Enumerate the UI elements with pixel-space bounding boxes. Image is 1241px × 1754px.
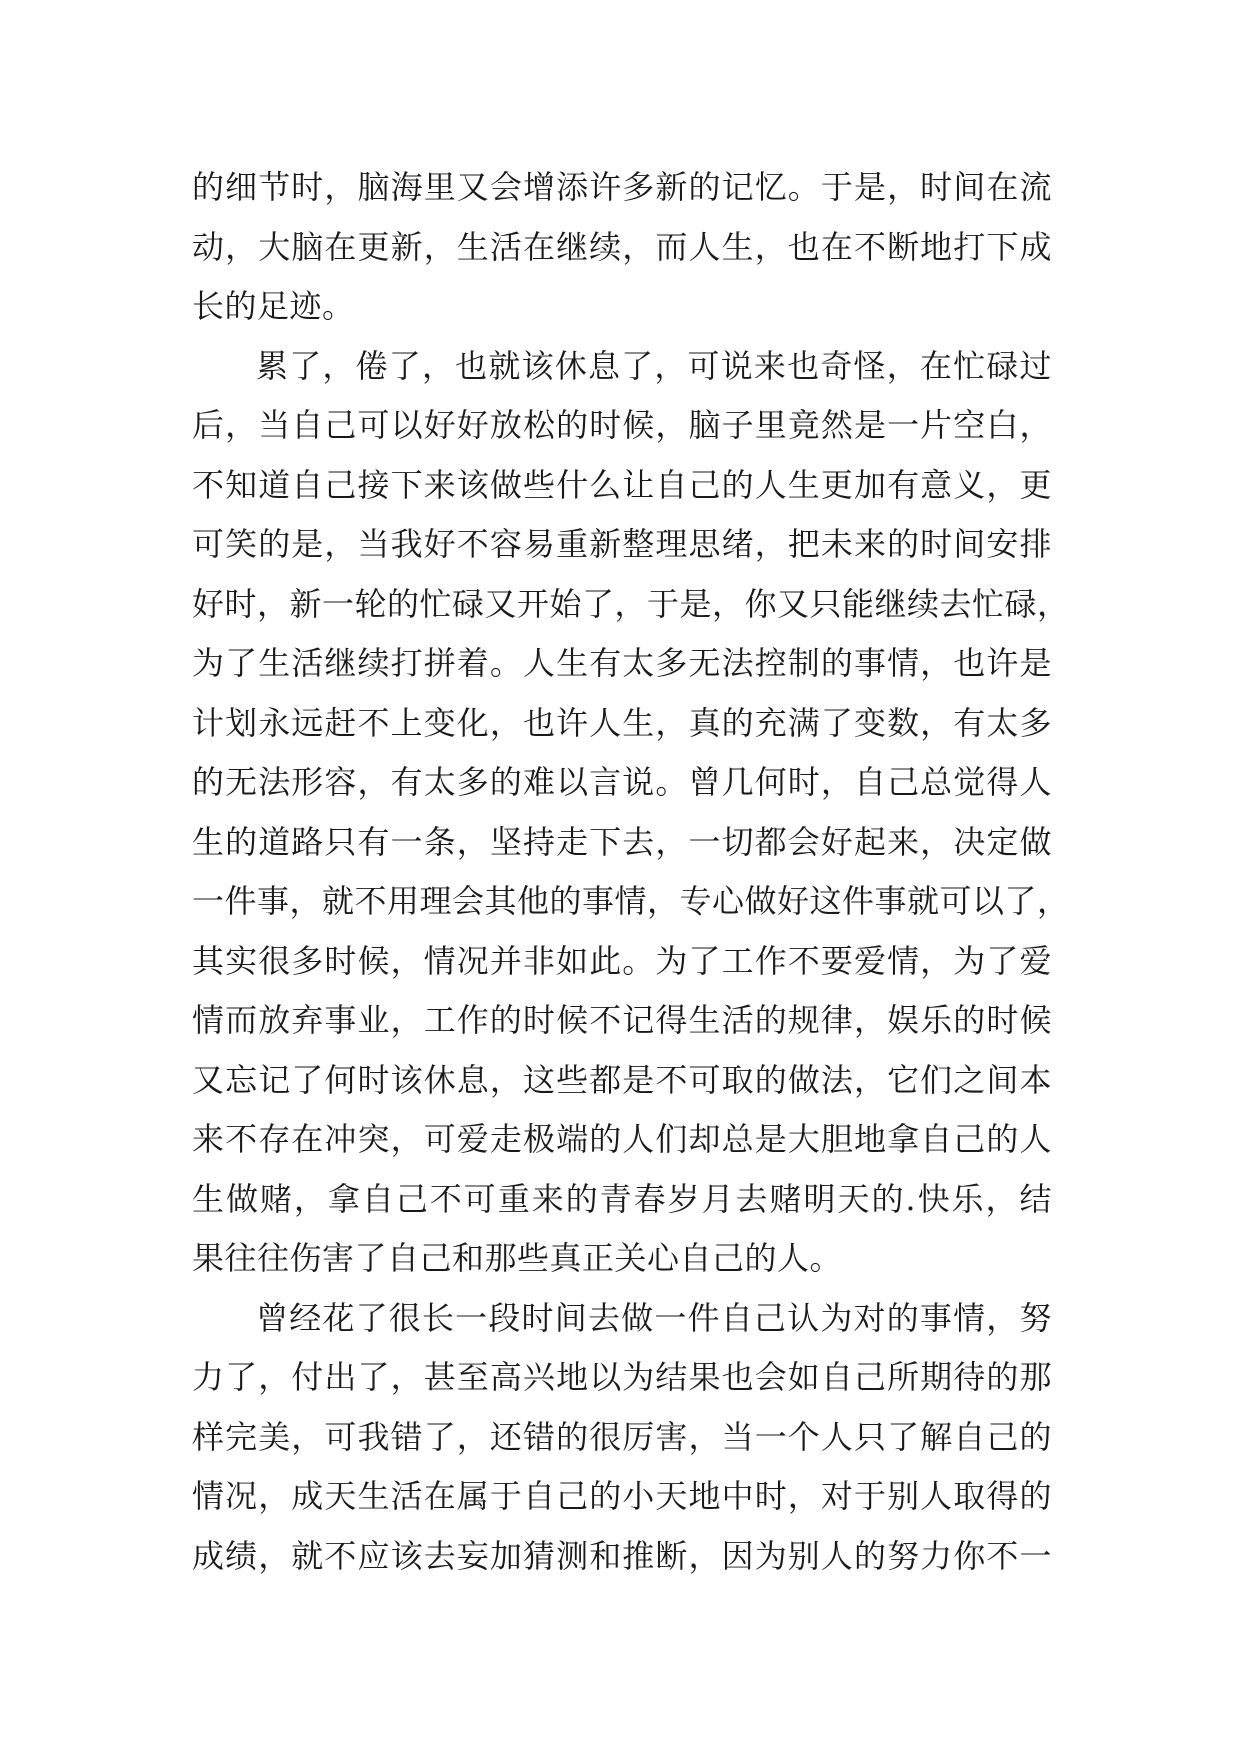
text-line: 情而放弃事业，工作的时候不记得生活的规律，娱乐的时候 — [192, 1001, 1052, 1039]
text-line: 力了，付出了，甚至高兴地以为结果也会如自己所期待的那 — [192, 1358, 1052, 1396]
text-line: 生的道路只有一条，坚持走下去，一切都会好起来，决定做 — [192, 822, 1052, 861]
text-line: 样完美，可我错了，还错的很厉害，当一个人只了解自己的 — [192, 1417, 1052, 1456]
body-text — [192, 158, 1070, 1586]
text-line: 计划永远赶不上变化，也许人生，真的充满了变数，有太多 — [192, 703, 1052, 742]
text-line: 累了，倦了，也就该休息了，可说来也奇怪，在忙碌过 — [256, 346, 1052, 385]
text-line: 后，当自己可以好好放松的时候，脑子里竟然是一片空白， — [192, 406, 1052, 444]
text-line: 动，大脑在更新，生活在继续，而人生，也在不断地打下成 — [192, 227, 1052, 266]
text-line: 果往往伤害了自己和那些真正关心自己的人。 — [192, 1239, 843, 1277]
text-line: 情况，成天生活在属于自己的小天地中时，对于别人取得的 — [192, 1477, 1052, 1515]
text-line: 的无法形容，有太多的难以言说。曾几何时，自己总觉得人 — [192, 763, 1052, 801]
text-line: 曾经花了很长一段时间去做一件自己认为对的事情，努 — [256, 1298, 1052, 1337]
text-line: 其实很多时候，情况并非如此。为了工作不要爱情，为了爱 — [192, 941, 1052, 980]
text-line: 可笑的是，当我好不容易重新整理思绪，把未来的时间安排 — [192, 525, 1052, 563]
text-line: 一件事，就不用理会其他的事情，专心做好这件事就可以了， — [192, 882, 1070, 920]
text-line: 成绩，就不应该去妄加猜测和推断，因为别人的努力你不一 — [192, 1536, 1052, 1575]
text-line: 不知道自己接下来该做些什么让自己的人生更加有意义，更 — [192, 465, 1052, 504]
text-line: 生做赌，拿自己不可重来的青春岁月去赌明天的.快乐，结 — [192, 1179, 1052, 1218]
text-line: 来不存在冲突，可爱走极端的人们却总是大胆地拿自己的人 — [192, 1120, 1052, 1158]
text-line: 长的足迹。 — [192, 287, 355, 325]
text-line: 为了生活继续打拼着。人生有太多无法控制的事情，也许是 — [192, 644, 1052, 682]
text-line: 好时，新一轮的忙碌又开始了，于是，你又只能继续去忙碌， — [192, 584, 1070, 623]
text-line: 的细节时，脑海里又会增添许多新的记忆。于是，时间在流 — [192, 168, 1052, 206]
text-line: 又忘记了何时该休息，这些都是不可取的做法，它们之间本 — [192, 1060, 1052, 1099]
